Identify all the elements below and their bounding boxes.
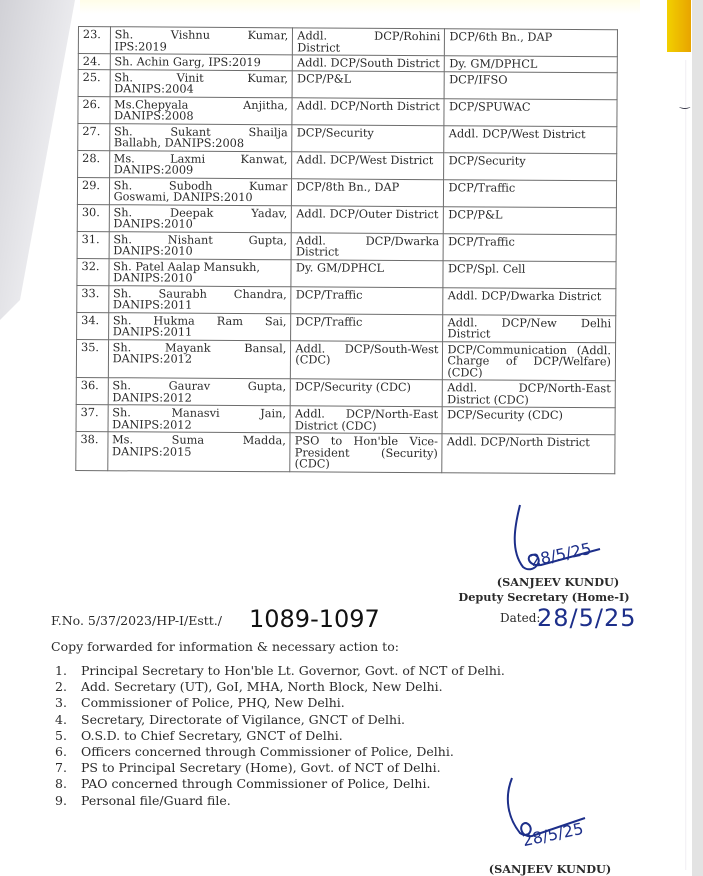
officer-name-cell	[108, 378, 291, 406]
officer-name-cell	[109, 231, 292, 259]
new-posting-cell: DCP/IFSO	[445, 71, 618, 99]
second-signature-date: 28/5/25	[520, 818, 585, 851]
present-posting-cell: Addl. DCP/West District	[292, 151, 444, 179]
name-word: Gupta,	[248, 233, 288, 247]
name-word: Vishnu	[170, 28, 211, 42]
copy-recipient-number: 5.	[55, 727, 67, 743]
officer-name-cell	[110, 27, 293, 55]
name-word: Subodh	[168, 179, 213, 193]
officer-name-cell	[110, 69, 293, 97]
name-word: Ram	[216, 314, 243, 328]
signature-date: 28/5/25	[528, 538, 593, 571]
name-word: Sh.	[114, 28, 134, 42]
name-word: Hukma	[153, 313, 195, 328]
name-word: Mayank	[164, 341, 211, 355]
name-word: Sh.	[112, 406, 131, 420]
copy-recipient-text: Commissioner of Police, PHQ, New Delhi.	[81, 695, 345, 711]
copy-recipient-item	[55, 712, 505, 728]
serial-number-cell: 32.	[77, 258, 109, 285]
serial-number-cell: 26.	[78, 96, 110, 123]
new-posting-cell: Addl. DCP/Dwarka District	[443, 287, 616, 315]
present-posting-cell: Addl. DCP/South-West (CDC)	[291, 340, 443, 379]
copy-recipient-item	[55, 663, 505, 679]
copy-recipient-number: 7.	[55, 760, 67, 776]
copy-recipient-item	[55, 793, 505, 809]
present-posting-cell: Addl. DCP/North-East District (CDC)	[290, 406, 442, 434]
yellow-folder-tab	[667, 0, 691, 52]
background-strip	[692, 0, 703, 876]
new-posting-cell: Dy. GM/DPHCL	[445, 56, 618, 73]
copy-recipient-item	[55, 744, 505, 760]
present-posting-cell: DCP/8th Bn., DAP	[292, 178, 444, 206]
name-word: Sh. Achin Garg, IPS:2019	[114, 55, 261, 70]
serial-number-cell: 27.	[78, 123, 110, 150]
officer-name-cell	[108, 312, 291, 340]
officer-name-cell	[108, 339, 291, 379]
officer-service-batch: DANIPS:2012	[112, 417, 192, 432]
copy-forwarded-intro: Copy forwarded for information & necessary action to:	[51, 639, 399, 654]
name-word: Nishant	[167, 233, 213, 247]
table-row	[77, 312, 616, 342]
name-word: Gupta,	[247, 380, 287, 394]
copy-recipient-text: PAO concerned through Commissioner of Police, Delhi.	[81, 776, 431, 792]
margin-mark: ‿	[680, 95, 690, 109]
copy-recipient-text: Officers concerned through Commissioner of Police, Delhi.	[81, 744, 454, 760]
present-posting-cell: Addl. DCP/Outer District	[292, 205, 444, 233]
table-row	[76, 339, 615, 381]
officer-service-batch: DANIPS:2011	[112, 298, 193, 312]
officer-service-batch: DANIPS:2015	[112, 444, 192, 459]
officer-service-batch: DANIPS:2012	[112, 390, 192, 405]
table-row	[77, 177, 616, 207]
copy-recipient-number: 1.	[55, 663, 67, 678]
new-posting-cell: Addl. DCP/North-East District (CDC)	[443, 380, 616, 408]
table-row	[78, 123, 617, 153]
name-word: Sh.	[112, 313, 132, 327]
copy-recipient-item	[55, 760, 505, 776]
name-word: Sai,	[264, 314, 287, 328]
name-word: Sh.	[114, 70, 133, 84]
serial-number-cell: 37.	[76, 404, 108, 431]
name-word: Suma	[171, 433, 205, 447]
serial-number-cell: 23.	[78, 27, 110, 54]
signature-scribble	[505, 505, 625, 580]
name-word: Deepak	[170, 206, 214, 220]
officer-service-batch: DANIPS:2010	[113, 271, 193, 285]
name-word: Ms.Chepyala	[114, 97, 189, 112]
dated-label: Dated:	[500, 611, 541, 625]
copy-forwarded-list	[55, 663, 505, 809]
new-posting-cell: Addl. DCP/West District	[444, 125, 617, 153]
copy-recipient-number: 9.	[55, 792, 67, 808]
present-posting-cell: Dy. GM/DPHCL	[291, 259, 443, 287]
copy-recipient-item	[55, 679, 505, 695]
copy-recipient-text: PS to Principal Secretary (Home), Govt. of NCT of Delhi.	[81, 760, 441, 776]
name-word: Sukant	[170, 125, 211, 139]
name-word: Kumar	[249, 179, 288, 193]
officer-name-cell	[110, 54, 293, 71]
name-word: Anjitha,	[243, 98, 288, 112]
present-posting-cell: Addl. DCP/North District	[292, 97, 444, 125]
name-word: Sh.	[113, 205, 133, 219]
present-posting-cell: DCP/P&L	[292, 70, 444, 98]
name-word: Sh.	[113, 232, 132, 246]
new-posting-cell: DCP/SPUWAC	[444, 98, 617, 126]
name-word: Kumar,	[247, 71, 289, 85]
paper-top-edge	[80, 0, 640, 14]
present-posting-cell: DCP/Traffic	[291, 313, 443, 341]
name-word: Kumar,	[247, 29, 289, 43]
present-posting-cell: DCP/Traffic	[291, 286, 443, 314]
dated-handwritten: 28/5/25	[537, 604, 637, 632]
name-word: Jain,	[260, 407, 287, 421]
name-word: Sh. Patel Aalap Mansukh,	[113, 259, 261, 274]
name-word: Ms.	[112, 433, 134, 447]
serial-number-cell: 30.	[77, 204, 109, 231]
present-posting-cell: PSO to Hon'ble Vice-President (Security) (CDC)	[290, 433, 442, 472]
copy-recipient-item	[55, 695, 505, 711]
table-row	[77, 285, 616, 315]
copy-recipient-number: 8.	[55, 776, 67, 792]
serial-number-cell: 33.	[77, 285, 109, 312]
new-posting-cell: DCP/Spl. Cell	[443, 260, 616, 288]
serial-number-cell: 29.	[77, 177, 109, 204]
present-posting-cell: Addl. DCP/Dwarka District	[291, 232, 443, 260]
new-posting-cell: Addl. DCP/New Delhi District	[443, 314, 616, 342]
second-signature-scribble	[500, 778, 610, 858]
serial-number-cell: 34.	[77, 312, 109, 339]
name-word: Saurabh	[158, 286, 207, 301]
signatory-name: (SANJEEV KUNDU)	[496, 575, 620, 589]
table-row	[76, 404, 615, 434]
table-row	[76, 377, 615, 407]
table-row	[77, 204, 616, 234]
officer-service-batch: DANIPS:2010	[113, 217, 193, 231]
serial-number-cell: 25.	[78, 69, 110, 96]
page-edge	[685, 60, 687, 870]
name-word: Kanwat,	[240, 152, 288, 166]
table-row	[78, 69, 617, 99]
transfer-posting-table	[75, 26, 618, 474]
officer-name-line	[114, 56, 288, 69]
name-word: Vinit	[176, 71, 204, 85]
officer-service-batch: Goswami, DANIPS:2010	[113, 190, 253, 205]
new-posting-cell: DCP/Traffic	[444, 179, 617, 207]
copy-recipient-item	[55, 776, 505, 792]
officer-service-batch: DANIPS:2010	[113, 244, 193, 258]
serial-number-cell: 24.	[78, 54, 110, 70]
copy-recipient-number: 6.	[55, 744, 67, 760]
name-word: Laxmi	[170, 152, 206, 166]
officer-name-cell	[109, 204, 292, 232]
table-row	[78, 96, 617, 126]
table-body	[76, 27, 618, 474]
new-posting-cell: DCP/Communication (Addl. Charge of DCP/Welfare) (CDC)	[443, 341, 616, 381]
table-row	[78, 27, 617, 57]
serial-number-cell: 35.	[76, 339, 108, 378]
new-posting-cell: DCP/Security (CDC)	[442, 407, 615, 435]
present-posting-cell: Addl. DCP/South District	[293, 55, 445, 71]
name-word: Sh.	[112, 340, 132, 354]
name-word: Ms.	[113, 151, 135, 165]
officer-service-batch: DANIPS:2012	[112, 352, 193, 366]
officer-service-batch: IPS:2019	[114, 39, 167, 54]
table-row	[77, 231, 616, 261]
serial-number-cell: 28.	[78, 150, 110, 177]
officer-name-cell	[108, 405, 291, 433]
name-word: Sh.	[112, 286, 132, 300]
name-word: Sh.	[113, 124, 133, 138]
second-signatory-name: (SANJEEV KUNDU)	[488, 862, 612, 876]
table-row	[76, 431, 615, 473]
name-word: Manasvi	[171, 406, 220, 420]
present-posting-cell: DCP/Security (CDC)	[291, 379, 443, 407]
copy-recipient-number: 3.	[55, 695, 67, 711]
copy-recipient-number: 2.	[55, 679, 67, 695]
officer-name-cell	[109, 258, 292, 286]
officer-name-cell	[109, 123, 292, 151]
copy-recipient-text: Secretary, Directorate of Vigilance, GNCT of Delhi.	[81, 711, 406, 727]
officer-service-batch: DANIPS:2004	[114, 82, 194, 96]
officer-name-cell	[107, 432, 290, 472]
new-posting-cell: DCP/P&L	[444, 206, 617, 234]
officer-service-batch: DANIPS:2011	[112, 325, 193, 339]
copy-recipient-text: Principal Secretary to Hon'ble Lt. Governor, Govt. of NCT of Delhi.	[81, 663, 505, 678]
new-posting-cell: DCP/Traffic	[444, 233, 617, 261]
new-posting-cell: DCP/6th Bn., DAP	[445, 29, 618, 57]
officer-service-batch: Ballabh, DANIPS:2008	[113, 136, 245, 151]
present-posting-cell: DCP/Security	[292, 124, 444, 152]
copy-recipient-text: Personal file/Guard file.	[81, 792, 231, 808]
name-word: Chandra,	[233, 287, 287, 301]
officer-name-cell	[110, 96, 293, 124]
copy-recipient-number: 4.	[55, 711, 67, 727]
name-word: Madda,	[242, 434, 286, 448]
table-row	[77, 258, 616, 288]
name-word: Sh.	[113, 178, 133, 192]
copy-recipient-item	[55, 728, 505, 744]
officer-name-cell	[108, 285, 291, 313]
name-word: Bansal,	[244, 341, 287, 355]
name-word: Yadav,	[251, 206, 288, 220]
serial-number-cell: 31.	[77, 231, 109, 258]
officer-name-cell	[109, 177, 292, 205]
name-word: Shailja	[248, 125, 288, 139]
officer-service-batch: DANIPS:2009	[113, 163, 194, 177]
new-posting-cell: DCP/Security	[444, 152, 617, 180]
copy-recipient-text: O.S.D. to Chief Secretary, GNCT of Delhi.	[81, 727, 343, 743]
signatory-designation: Deputy Secretary (Home-I)	[458, 590, 630, 604]
file-number-handwritten: 1089-1097	[249, 605, 380, 633]
officer-service-batch: DANIPS:2008	[114, 109, 194, 123]
present-posting-cell: Addl. DCP/Rohini District	[293, 28, 445, 56]
new-posting-cell: Addl. DCP/North District	[442, 434, 615, 474]
officer-name-cell	[109, 150, 292, 178]
serial-number-cell: 36.	[76, 377, 108, 404]
name-word: Sh.	[112, 379, 132, 393]
copy-recipient-text: Add. Secretary (UT), GoI, MHA, North Block, New Delhi.	[81, 679, 443, 695]
table-row	[78, 150, 617, 180]
serial-number-cell: 38.	[76, 431, 108, 470]
file-number: F.No. 5/37/2023/HP-I/Estt./	[51, 613, 222, 628]
name-word: Gaurav	[168, 379, 211, 393]
